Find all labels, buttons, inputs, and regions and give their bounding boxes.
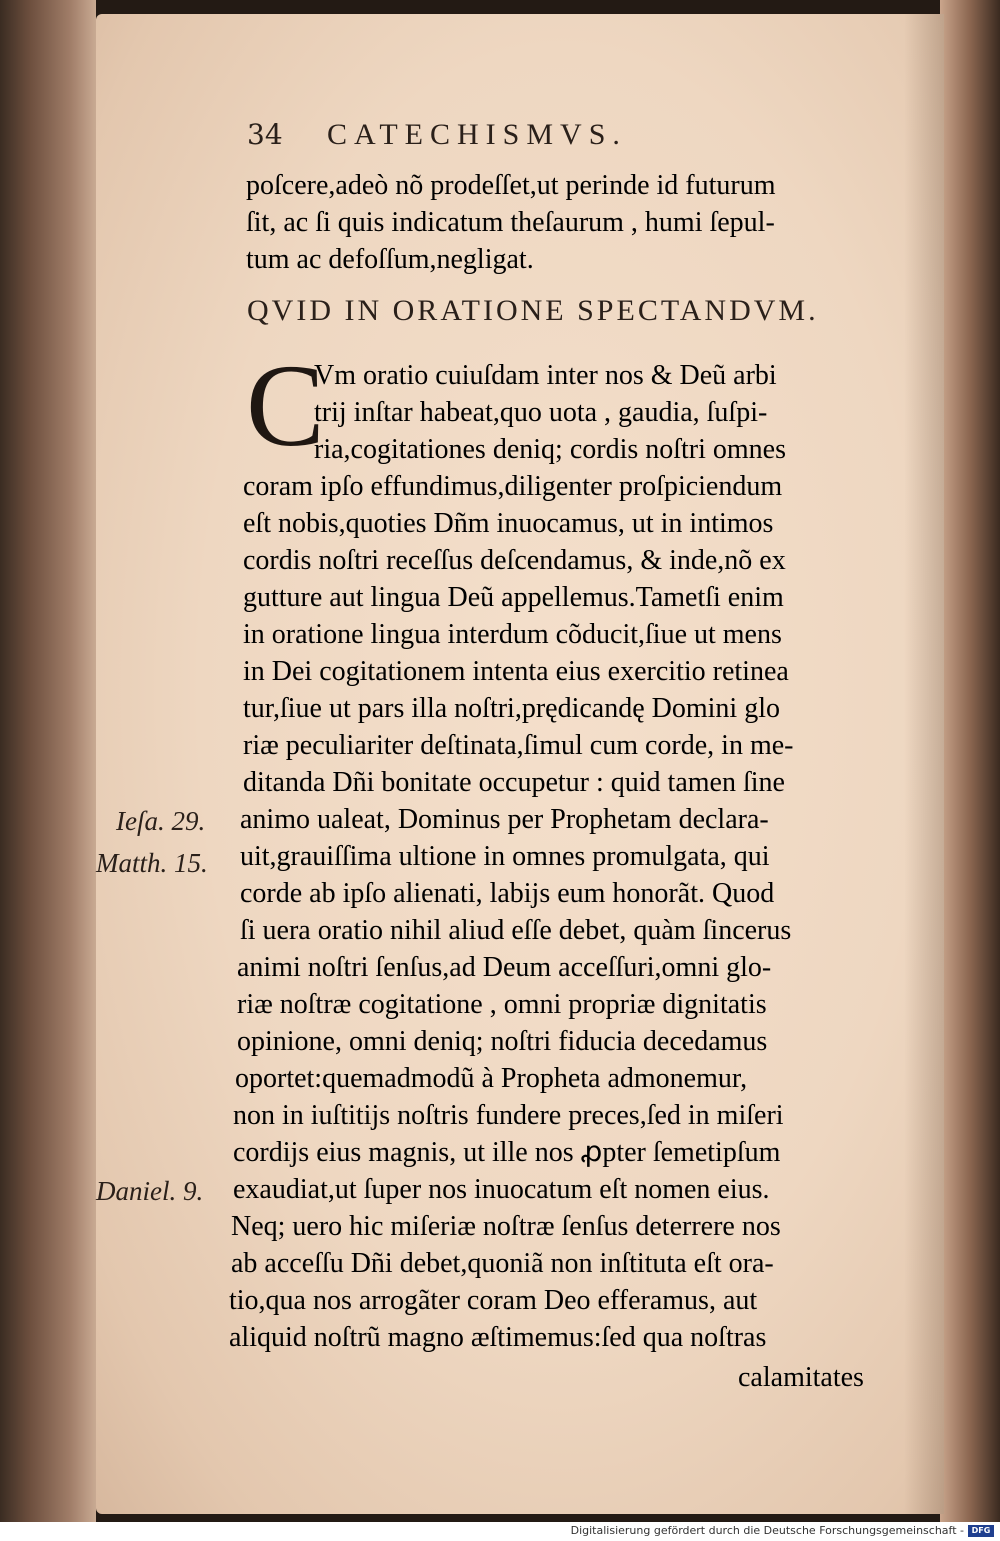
text-line: aliquid noſtrũ magno æſtimemus:ſed qua noſtras <box>229 1322 767 1353</box>
text-line: non in iuſtitijs noſtris fundere preces,ſed in miſeri <box>233 1100 784 1131</box>
text-line: ab acceſſu Dñi debet,quoniã non inſtituta eſt ora- <box>231 1248 774 1279</box>
text-line: tio,qua nos arrogãter coram Deo efferamus, aut <box>229 1285 758 1316</box>
text-line: corde ab ipſo alienati, labijs eum honorãt. Quod <box>240 878 775 909</box>
text-line: cordijs eius magnis, ut ille nos ꝓpter ſemetipſum <box>233 1137 781 1168</box>
footer <box>0 1522 1000 1541</box>
marginal-note: Matth. 15. <box>96 848 208 878</box>
marginal-note: Ieſa. 29. <box>116 806 206 836</box>
footer-credit: Digitalisierung gefördert durch die Deutsche Forschungsgemeinschaft - <box>570 1524 964 1537</box>
text-line: riæ peculiariter deſtinata,ſimul cum corde, in me- <box>243 730 794 761</box>
drop-cap: C <box>246 340 325 471</box>
text-line: ditanda Dñi bonitate occupetur : quid tamen ſine <box>243 767 785 798</box>
running-title: CATECHISMVS. <box>327 118 627 151</box>
text-line: coram ipſo effundimus,diligenter proſpiciendum <box>243 471 783 502</box>
text-line: tur,ſiue ut pars illa noſtri,prędicandę Domini glo <box>243 693 780 724</box>
text-line: ſit, ac ſi quis indicatum theſaurum , humi ſepul- <box>246 207 775 238</box>
text-line: gutture aut lingua Deũ appellemus.Tametſi enim <box>243 582 784 613</box>
text-line: Neq; uero hic miſeriæ noſtræ ſenſus deterrere nos <box>231 1211 781 1242</box>
marginal-note: Daniel. 9. <box>96 1176 204 1206</box>
text-line: oportet:quemadmodũ à Propheta admonemur, <box>235 1063 748 1094</box>
text-line: in Dei cogitationem intenta eius exercitio retinea <box>243 656 789 687</box>
text-line: eſt nobis,quoties Dñm inuocamus, ut in intimos <box>243 508 774 539</box>
text-line: poſcere,adeò nõ prodeſſet,ut perinde id futurum <box>246 170 776 201</box>
catchword: calamitates <box>738 1362 864 1393</box>
text-line: opinione, omni deniq; noſtri fiducia decedamus <box>237 1026 768 1057</box>
text-line: uit,grauiſſima ultione in omnes promulgata, qui <box>240 841 770 872</box>
text-line: ſi uera oratio nihil aliud eſſe debet, quàm ſincerus <box>240 915 792 946</box>
running-head <box>247 118 907 162</box>
text-line: animi noſtri ſenſus,ad Deum acceſſuri,omni glo- <box>237 952 772 983</box>
text-line: riæ noſtræ cogitatione , omni propriæ dignitatis <box>237 989 767 1020</box>
text-line: animo ualeat, Dominus per Prophetam declara- <box>240 804 769 835</box>
book-right-edge <box>940 0 1000 1522</box>
text-line: exaudiat,ut ſuper nos inuocatum eſt nomen eius. <box>233 1174 770 1205</box>
text-line: Vm oratio cuiuſdam inter nos & Deũ arbi <box>314 360 777 391</box>
text-line: tum ac defoſſum,negligat. <box>246 244 534 275</box>
section-heading: QVID IN ORATIONE SPECTANDVM. <box>247 294 819 327</box>
text-line: cordis noſtri receſſus deſcendamus, & inde,nõ ex <box>243 545 786 576</box>
text-line: in oratione lingua interdum cõducit,ſiue ut mens <box>243 619 782 650</box>
text-line: ria,cogitationes deniq; cordis noſtri omnes <box>314 434 787 465</box>
page-number: 34 <box>247 118 283 151</box>
book-left-edge <box>0 0 96 1522</box>
text-line: trij inſtar habeat,quo uota , gaudia, ſuſpi- <box>314 397 768 428</box>
dfg-logo: DFG <box>968 1525 994 1537</box>
